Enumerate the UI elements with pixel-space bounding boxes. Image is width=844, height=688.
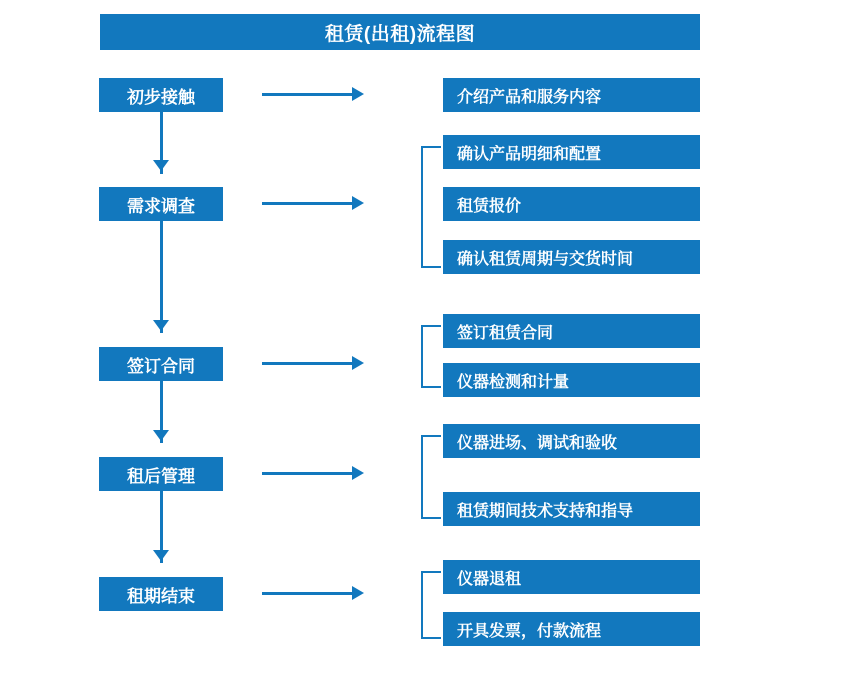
detail-box-intro-products[interactable]: 介绍产品和服务内容 — [443, 78, 700, 112]
horizontal-connector-4 — [262, 472, 354, 475]
down-arrow-icon-3 — [153, 430, 169, 441]
right-arrow-icon-2 — [352, 196, 364, 210]
down-arrow-icon-2 — [153, 320, 169, 331]
group-bracket-demand-survey — [421, 146, 441, 268]
detail-box-instrument-test[interactable]: 仪器检测和计量 — [443, 363, 700, 397]
stage-box-sign-contract[interactable]: 签订合同 — [99, 347, 223, 381]
down-arrow-icon-4 — [153, 550, 169, 561]
detail-box-sign-rental-contract[interactable]: 签订租赁合同 — [443, 314, 700, 348]
detail-box-invoice-payment[interactable]: 开具发票，付款流程 — [443, 612, 700, 646]
stage-box-demand-survey[interactable]: 需求调查 — [99, 187, 223, 221]
horizontal-connector-1 — [262, 93, 354, 96]
group-bracket-sign-contract — [421, 325, 441, 388]
down-arrow-icon-1 — [153, 160, 169, 171]
horizontal-connector-2 — [262, 202, 354, 205]
horizontal-connector-5 — [262, 592, 354, 595]
group-bracket-rental-end — [421, 571, 441, 639]
stage-box-rental-end[interactable]: 租期结束 — [99, 577, 223, 611]
page-title: 租赁(出租)流程图 — [100, 14, 700, 50]
detail-box-technical-support[interactable]: 租赁期间技术支持和指导 — [443, 492, 700, 526]
detail-box-rental-quote[interactable]: 租赁报价 — [443, 187, 700, 221]
stage-box-initial-contact[interactable]: 初步接触 — [99, 78, 223, 112]
detail-box-instrument-delivery[interactable]: 仪器进场、调试和验收 — [443, 424, 700, 458]
detail-box-confirm-period[interactable]: 确认租赁周期与交货时间 — [443, 240, 700, 274]
right-arrow-icon-3 — [352, 356, 364, 370]
detail-box-instrument-return[interactable]: 仪器退租 — [443, 560, 700, 594]
right-arrow-icon-1 — [352, 87, 364, 101]
vertical-connector-2 — [160, 221, 163, 333]
right-arrow-icon-5 — [352, 586, 364, 600]
right-arrow-icon-4 — [352, 466, 364, 480]
stage-box-post-rental-mgmt[interactable]: 租后管理 — [99, 457, 223, 491]
horizontal-connector-3 — [262, 362, 354, 365]
detail-box-confirm-specs[interactable]: 确认产品明细和配置 — [443, 135, 700, 169]
group-bracket-post-rental-mgmt — [421, 435, 441, 519]
